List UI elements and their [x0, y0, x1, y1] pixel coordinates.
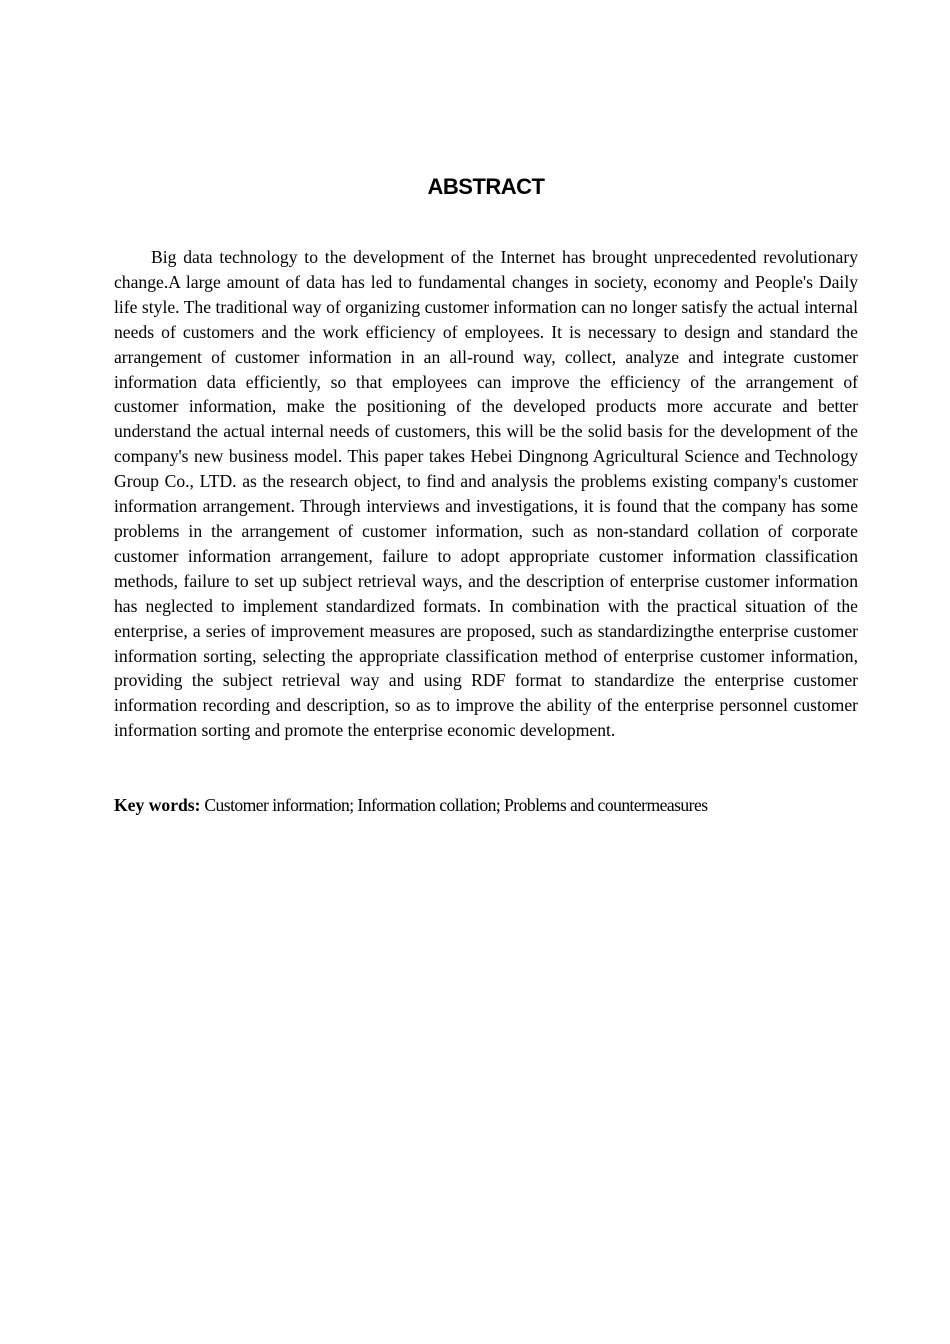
abstract-body: Big data technology to the development of the Internet has brought unprecedented revolutionary change.A large amount of data has led to fundamental changes in society, economy and People's Daily life style. The traditional way of organizing customer information can no longer satisfy the actual internal needs of customers and the work efficiency of employees. It is necessary to design and standard the arrangement of customer information in an all-round way, collect, analyze and integrate customer information data efficiently, so that employees can improve the efficiency of the arrangement of customer information, make the positioning of the developed products more accurate and better understand the actual internal needs of customers, this will be the solid basis for the development of the company's new business model. This paper takes Hebei Dingnong Agricultural Science and Technology Group Co., LTD. as the research object, to find and analysis the problems existing company's customer information arrangement. Through interviews and investigations, it is found that the company has some problems in the arrangement of customer information, such as non-standard collation of corporate customer information arrangement, failure to adopt appropriate customer information classification methods, failure to set up subject retrieval ways, and the description of enterprise customer information has neglected to implement standardized formats. In combination with the practical situation of the enterprise, a series of improvement measures are proposed, such as standardizingthe enterprise customer information sorting, selecting the appropriate classification method of enterprise customer information, providing the subject retrieval way and using RDF format to standardize the enterprise customer information recording and description, so as to improve the ability of the enterprise personnel customer information sorting and promote the enterprise economic development. [114, 247, 858, 741]
keywords-label: Key words: [114, 795, 201, 815]
abstract-title: ABSTRACT [427, 174, 545, 199]
keywords-line [114, 793, 874, 818]
keywords-text: Customer information; Information collation; Problems and countermeasures [200, 795, 708, 815]
